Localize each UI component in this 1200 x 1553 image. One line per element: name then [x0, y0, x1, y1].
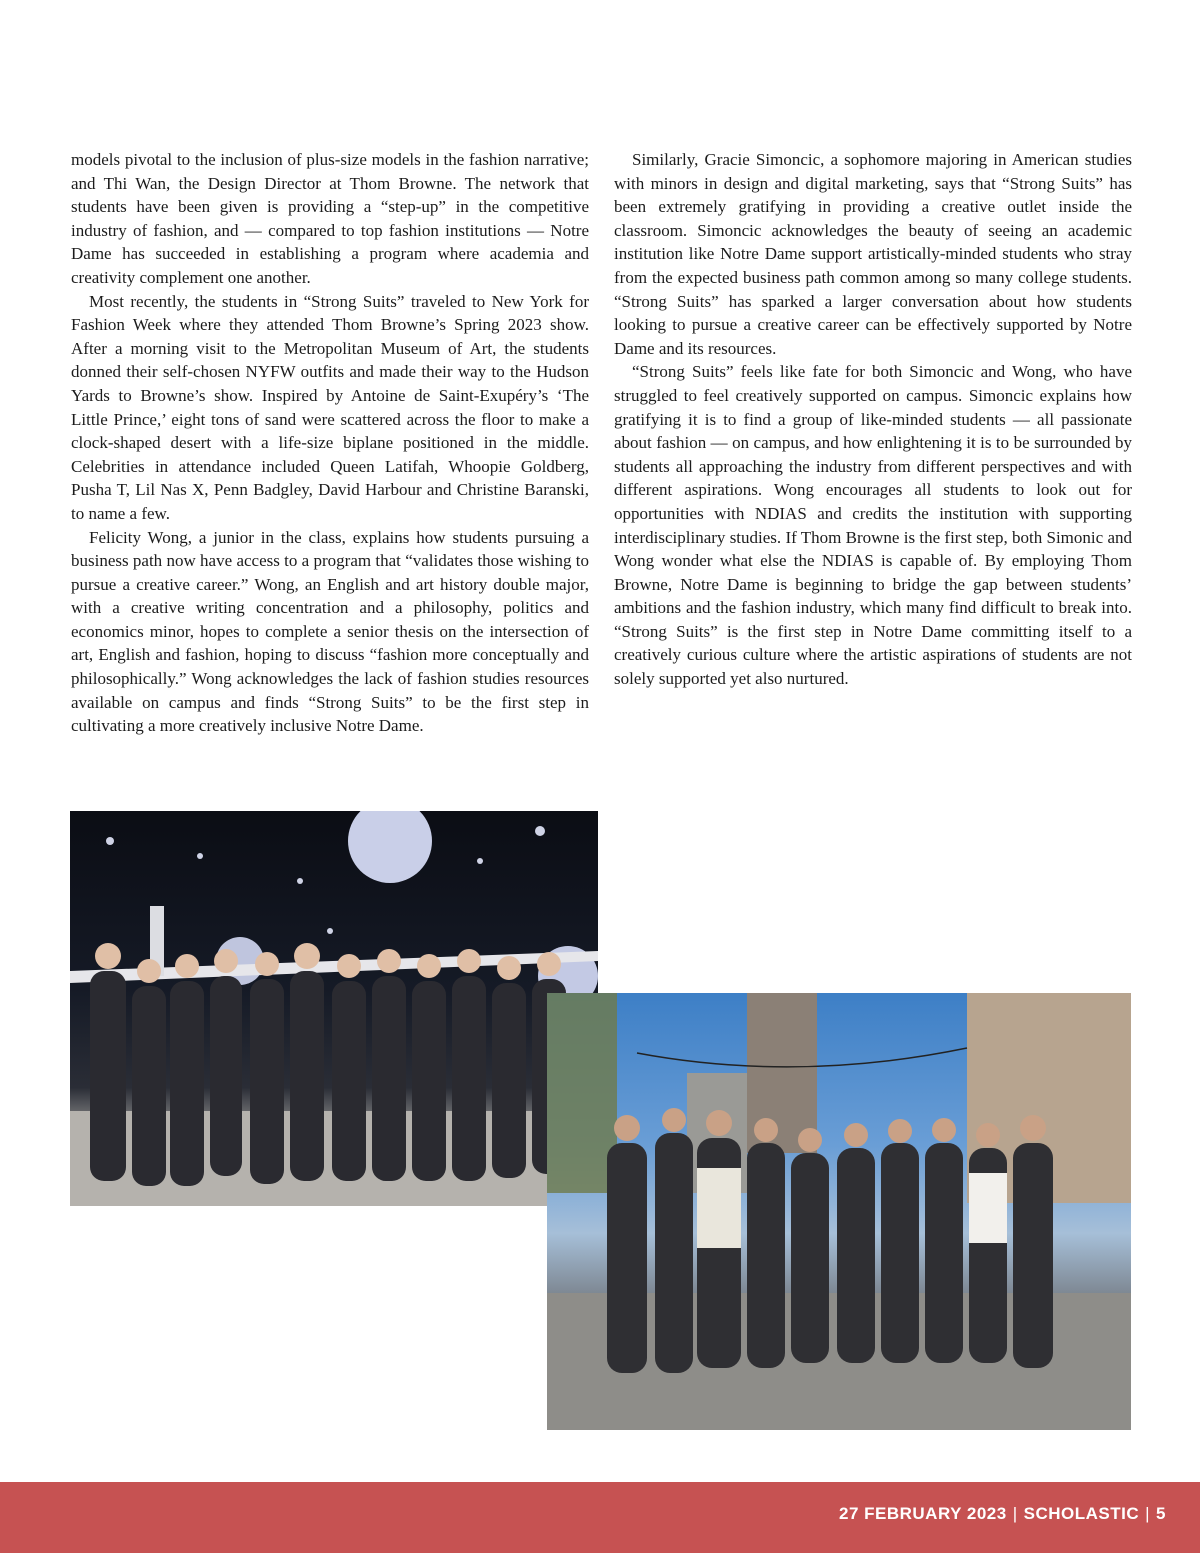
photo-fashion-week-illustration — [70, 811, 598, 1206]
footer-text — [839, 1504, 1166, 1524]
article-paragraph: Most recently, the students in “Strong Suits” traveled to New York for Fashion Week where they attended Thom Browne’s Spring 2023 show. After a morning visit to the Metropolitan Museum of Art, the students donned their self-chosen NYFW outfits and made their way to the Hudson Yards to Browne’s show. Inspired by Antoine de Saint-Exupéry’s ‘The Little Prince,’ eight tons of sand were scattered across the floor to make a clock-shaped desert with a life-size biplane positioned in the middle. Celebrities in attendance included Queen Latifah, Whoopie Goldberg, Pusha T, Lil Nas X, Penn Badgley, David Harbour and Christine Baranski, to name a few. — [71, 291, 589, 523]
article-column-right — [614, 148, 1132, 691]
article-paragraph: Felicity Wong, a junior in the class, explains how students pursuing a business path now have access to a program that “validates those wishing to pursue a creative career.” Wong, an English and art history double major, with a creative writing concentration and a philosophy, politics and economics minor, hopes to complete a senior thesis on the intersection of art, English and fashion, hoping to discuss “fashion more conceptually and philosophically.” Wong acknowledges the lack of fashion studies resources available on campus and finds “Strong Suits” to be the first step in cultivating a more creatively inclusive Notre Dame. — [71, 527, 589, 736]
footer-separator: | — [1012, 1504, 1018, 1523]
article-paragraph: Similarly, Gracie Simoncic, a sophomore majoring in American studies with minors in design and digital marketing, says that “Strong Suits” has been extremely gratifying in providing a creative outlet inside the classroom. Simoncic acknowledges the beauty of seeing an academic institution like Notre Dame support artistically-minded students who stray from the expected business path common among so many college students. “Strong Suits” has sparked a larger conversation about how students looking to pursue a creative career can be effectively supported by Notre Dame and its resources. — [614, 150, 1132, 358]
page-footer — [0, 1482, 1200, 1553]
photo-fashion-week-group — [70, 811, 598, 1206]
photo-rooftop-group — [547, 993, 1131, 1430]
footer-page-number: 5 — [1156, 1504, 1166, 1523]
article-paragraph: “Strong Suits” feels like fate for both Simoncic and Wong, who have struggled to feel creatively supported on campus. Simoncic explains how gratifying it is to find a group of like-minded students — all passionate about fashion — on campus, and how enlightening it is to be surrounded by students all approaching the industry from different perspectives and with different aspirations. Wong encourages all students to look out for opportunities with NDIAS and credits the institution with supporting interdisciplinary studies. If Thom Browne is the first step, both Simonic and Wong wonder what else the NDIAS is capable of. By employing Thom Browne, Notre Dame is beginning to bridge the gap between students’ ambitions and the fashion industry, which many find difficult to break into. “Strong Suits” is the first step in Notre Dame committing itself to a creatively curious culture where the artistic aspirations of students are not solely supported yet also nurtured. — [614, 362, 1132, 689]
footer-publication: SCHOLASTIC — [1023, 1504, 1140, 1523]
footer-date: 27 FEBRUARY 2023 — [839, 1504, 1007, 1523]
footer-separator: | — [1145, 1504, 1151, 1523]
article-column-left — [71, 148, 589, 738]
article-paragraph: models pivotal to the inclusion of plus-size models in the fashion narrative; and Thi Wan, the Design Director at Thom Browne. The network that students have been given is providing a “step-up” in the competitive industry of fashion, and — compared to top fashion institutions — Notre Dame has succeeded in establishing a program where academia and creativity complement one another. — [71, 150, 589, 287]
photo-rooftop-illustration — [547, 993, 1131, 1430]
